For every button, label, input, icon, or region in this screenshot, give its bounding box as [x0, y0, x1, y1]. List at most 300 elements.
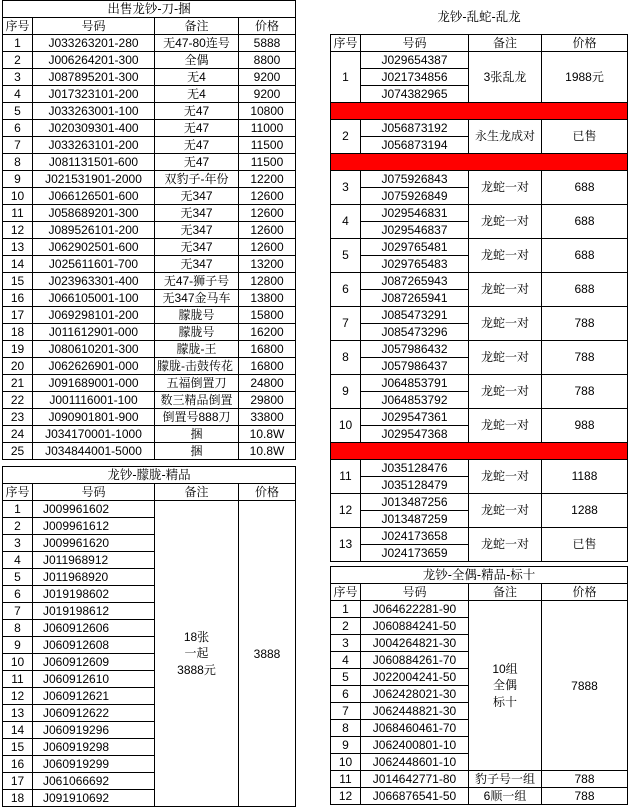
table-row: [3, 307, 296, 324]
remark: 豹子号一组: [469, 771, 542, 788]
serial-code: J029546837: [361, 221, 469, 238]
remark: 无4: [155, 86, 239, 103]
row-number: 10: [331, 754, 361, 771]
row-number: 19: [3, 341, 33, 358]
row-number: 5: [3, 103, 33, 120]
row-number: 8: [331, 340, 361, 374]
table-title: 龙钞-全偶-精品-标十: [331, 567, 628, 584]
serial-code: J024173659: [361, 544, 469, 561]
row-number: 6: [3, 120, 33, 137]
price: 9200: [239, 69, 296, 86]
note-line: 18张: [183, 630, 210, 645]
row-number: 18: [3, 324, 33, 341]
table-row: [331, 493, 628, 510]
table-row: [3, 358, 296, 375]
row-number: 7: [331, 306, 361, 340]
price: 1188: [542, 459, 628, 493]
price: 788: [542, 771, 628, 788]
separator-bar: [331, 442, 628, 459]
row-number: 8: [3, 154, 33, 171]
serial-code: J011968912: [33, 552, 155, 569]
row-number: 14: [3, 722, 33, 739]
table-row: [3, 443, 296, 460]
price: 788: [542, 788, 628, 805]
row-number: 9: [3, 637, 33, 654]
serial-code: J035128476: [361, 459, 469, 476]
table-all-even: [330, 566, 628, 805]
row-number: 12: [331, 493, 361, 527]
col-header: 价格: [239, 484, 296, 501]
serial-code: J087265941: [361, 289, 469, 306]
row-number: 3: [3, 69, 33, 86]
serial-code: J033263101-200: [33, 137, 155, 154]
serial-code: J087895201-300: [33, 69, 155, 86]
serial-code: J029765483: [361, 255, 469, 272]
table-row: [3, 290, 296, 307]
row-number: 17: [3, 773, 33, 790]
serial-code: J061066692: [33, 773, 155, 790]
price: 12600: [239, 239, 296, 256]
serial-code: J060919296: [33, 722, 155, 739]
price: 16200: [239, 324, 296, 341]
serial-code: J024173658: [361, 527, 469, 544]
serial-code: J060884261-70: [361, 652, 469, 669]
table-row: [331, 459, 628, 476]
table-row: [331, 601, 628, 618]
group-price: 3888: [239, 501, 296, 807]
remark: 双豹子-年份: [155, 171, 239, 188]
row-number: 13: [3, 239, 33, 256]
serial-code: J011968920: [33, 569, 155, 586]
serial-code: J062428021-30: [361, 686, 469, 703]
price: 9200: [239, 86, 296, 103]
row-number: 10: [3, 654, 33, 671]
col-header: 价格: [239, 18, 296, 35]
price: 33800: [239, 409, 296, 426]
remark: 龙蛇一对: [469, 272, 542, 306]
serial-code: J056873194: [361, 136, 469, 153]
price: 24800: [239, 375, 296, 392]
price: 12800: [239, 273, 296, 290]
serial-code: J068460461-70: [361, 720, 469, 737]
row-number: 8: [3, 620, 33, 637]
table-title: 龙钞-朦胧-精品: [3, 467, 296, 484]
price: 13200: [239, 256, 296, 273]
remark: 无47-80连号: [155, 35, 239, 52]
price: 788: [542, 340, 628, 374]
table-row: [3, 52, 296, 69]
col-header: 备注: [155, 18, 239, 35]
row-number: 22: [3, 392, 33, 409]
remark: 数三精品倒置: [155, 392, 239, 409]
price: 10.8W: [239, 443, 296, 460]
price: 16800: [239, 358, 296, 375]
table-title: 龙钞-乱蛇-乱龙: [331, 0, 628, 34]
separator-row: [331, 153, 628, 170]
row-number: 18: [3, 790, 33, 807]
serial-code: J001116001-100: [33, 392, 155, 409]
serial-code: J017323101-200: [33, 86, 155, 103]
table-title: 出售龙钞-刀-捆: [3, 1, 296, 18]
row-number: 24: [3, 426, 33, 443]
table-row: [3, 375, 296, 392]
table-header: [331, 584, 628, 601]
row-number: 11: [3, 671, 33, 688]
row-number: 9: [3, 171, 33, 188]
remark: 无347: [155, 239, 239, 256]
serial-code: J034844001-5000: [33, 443, 155, 460]
remark: 无347: [155, 222, 239, 239]
remark: 朦胧号: [155, 324, 239, 341]
row-number: 5: [331, 238, 361, 272]
col-header: 序号: [3, 18, 33, 35]
serial-code: J066126501-600: [33, 188, 155, 205]
serial-code: J019198602: [33, 586, 155, 603]
serial-code: J087265943: [361, 272, 469, 289]
remark: 捆: [155, 443, 239, 460]
remark: 6顺一组: [469, 788, 542, 805]
price: 15800: [239, 307, 296, 324]
col-header: 号码: [33, 484, 155, 501]
table-row: [3, 392, 296, 409]
col-header: 号码: [361, 34, 469, 51]
serial-code: J029765481: [361, 238, 469, 255]
row-number: 2: [331, 618, 361, 635]
serial-code: J062448601-10: [361, 754, 469, 771]
price: 11000: [239, 120, 296, 137]
row-number: 6: [331, 686, 361, 703]
note-line: 标十: [492, 694, 517, 709]
note-line: 全偶: [492, 678, 517, 693]
price: 10.8W: [239, 426, 296, 443]
row-number: 1: [3, 501, 33, 518]
serial-code: J064622281-90: [361, 601, 469, 618]
row-number: 1: [331, 601, 361, 618]
serial-code: J022004241-50: [361, 669, 469, 686]
serial-code: J062902501-600: [33, 239, 155, 256]
remark: 龙蛇一对: [469, 306, 542, 340]
table-knife-bundle: [2, 0, 296, 460]
table-header: [3, 18, 296, 35]
serial-code: J085473296: [361, 323, 469, 340]
row-number: 12: [3, 222, 33, 239]
remark: 龙蛇一对: [469, 340, 542, 374]
serial-code: J066876541-50: [361, 788, 469, 805]
price: 1288: [542, 493, 628, 527]
row-number: 12: [3, 688, 33, 705]
serial-code: J004264821-30: [361, 635, 469, 652]
row-number: 13: [331, 527, 361, 561]
serial-code: J066105001-100: [33, 290, 155, 307]
row-number: 1: [3, 35, 33, 52]
serial-code: J060912606: [33, 620, 155, 637]
col-header: 序号: [331, 584, 361, 601]
serial-code: J060912608: [33, 637, 155, 654]
separator-bar: [331, 102, 628, 119]
serial-code: J062448821-30: [361, 703, 469, 720]
serial-code: J064853792: [361, 391, 469, 408]
row-number: 16: [3, 290, 33, 307]
row-number: 12: [331, 788, 361, 805]
col-header: 备注: [469, 584, 542, 601]
serial-code: J006264201-300: [33, 52, 155, 69]
row-number: 14: [3, 256, 33, 273]
remark: 3张乱龙: [469, 51, 542, 102]
row-number: 16: [3, 756, 33, 773]
table-row: [3, 341, 296, 358]
serial-code: J033263201-280: [33, 35, 155, 52]
remark: 五福倒置刀: [155, 375, 239, 392]
remark: 龙蛇一对: [469, 493, 542, 527]
remark: 无47: [155, 154, 239, 171]
table-row: [331, 527, 628, 544]
note-line: 一起: [184, 646, 209, 661]
serial-code: J060912622: [33, 705, 155, 722]
table-row: [331, 272, 628, 289]
row-number: 13: [3, 705, 33, 722]
remark: 无47: [155, 137, 239, 154]
table-row: [3, 273, 296, 290]
row-number: 4: [331, 204, 361, 238]
serial-code: J060919299: [33, 756, 155, 773]
col-header: 备注: [155, 484, 239, 501]
price: 788: [542, 306, 628, 340]
row-number: 2: [3, 52, 33, 69]
remark: 无347金马车: [155, 290, 239, 307]
remark: 龙蛇一对: [469, 374, 542, 408]
col-header: 序号: [331, 34, 361, 51]
remark: 朦胧-击鼓传花: [155, 358, 239, 375]
serial-code: J060912621: [33, 688, 155, 705]
serial-code: J057986432: [361, 340, 469, 357]
serial-code: J009961612: [33, 518, 155, 535]
price: 688: [542, 204, 628, 238]
price: 12600: [239, 205, 296, 222]
col-header: 号码: [33, 18, 155, 35]
price: 已售: [542, 527, 628, 561]
row-number: 10: [331, 408, 361, 442]
price: 12600: [239, 222, 296, 239]
remark: 全偶: [155, 52, 239, 69]
serial-code: J081131501-600: [33, 154, 155, 171]
serial-code: J019198612: [33, 603, 155, 620]
table-row: [3, 103, 296, 120]
price: 16800: [239, 341, 296, 358]
separator-row: [331, 102, 628, 119]
table-row: [3, 171, 296, 188]
serial-code: J013487256: [361, 493, 469, 510]
serial-code: J025611601-700: [33, 256, 155, 273]
row-number: 3: [331, 170, 361, 204]
remark: 龙蛇一对: [469, 238, 542, 272]
table-row: [331, 788, 628, 805]
row-number: 9: [331, 374, 361, 408]
table-row: [3, 426, 296, 443]
remark: 无347: [155, 188, 239, 205]
serial-code: J060912609: [33, 654, 155, 671]
table-row: [331, 408, 628, 425]
table-row: [331, 340, 628, 357]
table-row: [331, 204, 628, 221]
table-row: [331, 170, 628, 187]
price: 788: [542, 374, 628, 408]
serial-code: J090901801-900: [33, 409, 155, 426]
price: 已售: [542, 119, 628, 153]
col-header: 价格: [542, 584, 628, 601]
row-number: 7: [3, 603, 33, 620]
price: 988: [542, 408, 628, 442]
serial-code: J091910692: [33, 790, 155, 807]
remark: 无47: [155, 103, 239, 120]
remark: 朦胧-王: [155, 341, 239, 358]
price: 688: [542, 272, 628, 306]
table-row: [331, 306, 628, 323]
group-price: 7888: [542, 601, 628, 771]
row-number: 6: [331, 272, 361, 306]
table-menglong: [2, 466, 296, 807]
price: 688: [542, 170, 628, 204]
table-row: [3, 188, 296, 205]
col-header: 号码: [361, 584, 469, 601]
table-row: [3, 86, 296, 103]
col-header: 序号: [3, 484, 33, 501]
group-note: [469, 601, 542, 771]
note-line: 3888元: [177, 662, 216, 677]
table-row: [3, 222, 296, 239]
row-number: 7: [331, 703, 361, 720]
serial-code: J020309301-400: [33, 120, 155, 137]
remark: 无347: [155, 256, 239, 273]
row-number: 25: [3, 443, 33, 460]
price: 29800: [239, 392, 296, 409]
serial-code: J064853791: [361, 374, 469, 391]
remark: 龙蛇一对: [469, 408, 542, 442]
row-number: 21: [3, 375, 33, 392]
table-row: [331, 119, 628, 136]
remark: 龙蛇一对: [469, 204, 542, 238]
serial-code: J034170001-1000: [33, 426, 155, 443]
table-row: [3, 137, 296, 154]
row-number: 23: [3, 409, 33, 426]
remark: 龙蛇一对: [469, 170, 542, 204]
price: 8800: [239, 52, 296, 69]
serial-code: J029547368: [361, 425, 469, 442]
serial-code: J069298101-200: [33, 307, 155, 324]
remark: 倒置号888刀: [155, 409, 239, 426]
row-number: 11: [331, 459, 361, 493]
serial-code: J033263001-100: [33, 103, 155, 120]
serial-code: J029546831: [361, 204, 469, 221]
table-row: [3, 256, 296, 273]
row-number: 2: [331, 119, 361, 153]
remark: 龙蛇一对: [469, 459, 542, 493]
table-row: [3, 324, 296, 341]
row-number: 4: [331, 652, 361, 669]
table-row: [331, 374, 628, 391]
serial-code: J009961602: [33, 501, 155, 518]
serial-code: J058689201-300: [33, 205, 155, 222]
price: 688: [542, 238, 628, 272]
col-header: 价格: [542, 34, 628, 51]
table-row: [3, 409, 296, 426]
row-number: 5: [331, 669, 361, 686]
serial-code: J021734856: [361, 68, 469, 85]
row-number: 11: [331, 771, 361, 788]
serial-code: J011612901-000: [33, 324, 155, 341]
row-number: 7: [3, 137, 33, 154]
serial-code: J023963301-400: [33, 273, 155, 290]
serial-code: J075926843: [361, 170, 469, 187]
row-number: 15: [3, 273, 33, 290]
serial-code: J080610201-300: [33, 341, 155, 358]
row-number: 8: [331, 720, 361, 737]
row-number: 3: [331, 635, 361, 652]
serial-code: J060912610: [33, 671, 155, 688]
row-number: 5: [3, 569, 33, 586]
row-number: 9: [331, 737, 361, 754]
serial-code: J013487259: [361, 510, 469, 527]
serial-code: J075926849: [361, 187, 469, 204]
price: 12600: [239, 188, 296, 205]
serial-code: J074382965: [361, 85, 469, 102]
price: 11500: [239, 154, 296, 171]
table-row: [3, 120, 296, 137]
serial-code: J035128479: [361, 476, 469, 493]
table-row: [3, 205, 296, 222]
remark: 龙蛇一对: [469, 527, 542, 561]
table-row: [331, 771, 628, 788]
table-row: [3, 501, 296, 518]
serial-code: J014642771-80: [361, 771, 469, 788]
price: 1988元: [542, 51, 628, 102]
col-header: 备注: [469, 34, 542, 51]
price: 13800: [239, 290, 296, 307]
price: 12200: [239, 171, 296, 188]
row-number: 1: [331, 51, 361, 102]
remark: 无347: [155, 205, 239, 222]
price: 5888: [239, 35, 296, 52]
table-row: [3, 239, 296, 256]
separator-bar: [331, 153, 628, 170]
serial-code: J021531901-2000: [33, 171, 155, 188]
remark: 无47: [155, 120, 239, 137]
remark: 捆: [155, 426, 239, 443]
row-number: 2: [3, 518, 33, 535]
table-row: [3, 69, 296, 86]
row-number: 15: [3, 739, 33, 756]
serial-code: J029654387: [361, 51, 469, 68]
row-number: 20: [3, 358, 33, 375]
serial-code: J029547361: [361, 408, 469, 425]
row-number: 10: [3, 188, 33, 205]
serial-code: J060884241-50: [361, 618, 469, 635]
remark: 永生龙成对: [469, 119, 542, 153]
serial-code: J009961620: [33, 535, 155, 552]
row-number: 3: [3, 535, 33, 552]
remark: 无47-狮子号: [155, 273, 239, 290]
row-number: 17: [3, 307, 33, 324]
table-random-snake-dragon: [330, 0, 628, 562]
table-row: [331, 51, 628, 68]
serial-code: J062626901-000: [33, 358, 155, 375]
table-row: [3, 154, 296, 171]
table-row: [3, 35, 296, 52]
row-number: 11: [3, 205, 33, 222]
serial-code: J056873192: [361, 119, 469, 136]
serial-code: J057986437: [361, 357, 469, 374]
serial-code: J091689001-000: [33, 375, 155, 392]
serial-code: J085473291: [361, 306, 469, 323]
